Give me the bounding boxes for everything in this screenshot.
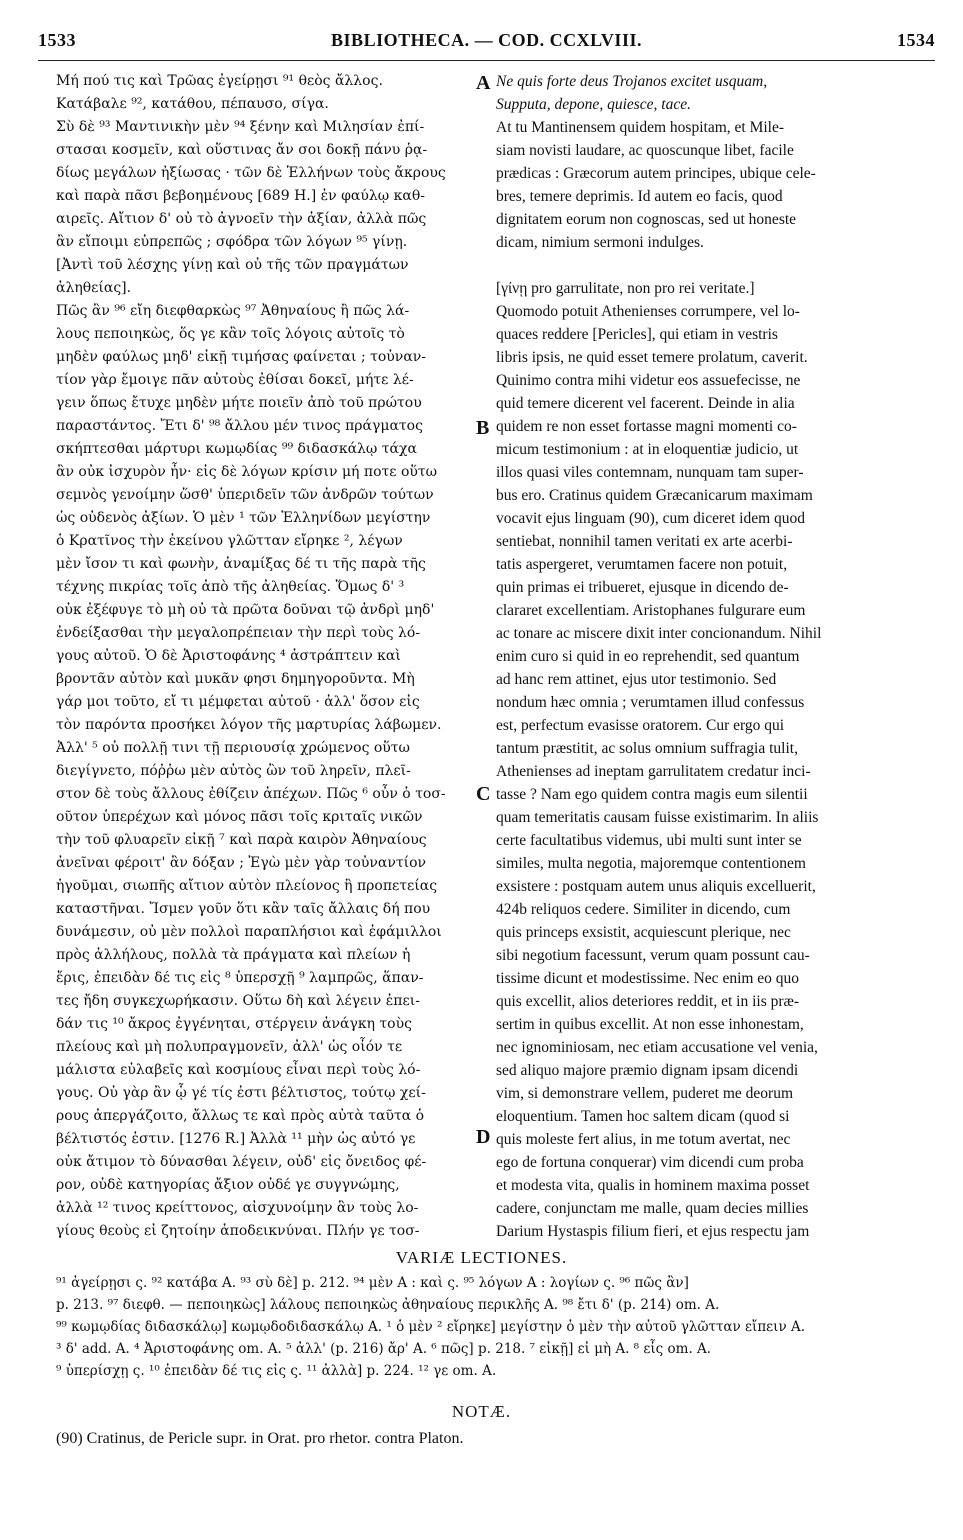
greek-line: τίον γὰρ ἔμοιγε πᾶν αὐτοὺς ἐθίσαι δοκεῖ, μήτε λέ- xyxy=(56,372,414,388)
latin-line: Ne quis forte deus Trojanos excitet usquam, xyxy=(496,73,768,90)
greek-line: ἡγοῦμαι, σιωπῆς αἴτιον αὐτὸν πλείονος ἢ προπετείας xyxy=(56,878,438,894)
greek-line: πρὸς ἀλλήλους, πολλὰ τὰ πράγματα καὶ πλείων ἡ xyxy=(56,947,411,963)
latin-line: tantum præstitit, ac solus omnium suffragia tulit, xyxy=(496,740,798,757)
variae-line: ⁹⁹ κωμῳδίας διδασκάλῳ] κωμῳδοδιδασκάλῳ A. ¹ ὁ μὲν ² εἴρηκε] μεγίστην ὁ μὲν τὴν αὐτοῦ γλῶτταν εἴπειν A. xyxy=(56,1319,806,1335)
greek-line: μὲν ἴσον τι καὶ φωνὴν, ἀναμίξας δέ τι τῆς παρὰ τῆς xyxy=(56,556,426,572)
latin-line: vim, si demonstrare vellem, puderet me deorum xyxy=(496,1085,793,1102)
latin-line: At tu Mantinensem quidem hospitam, et Mile- xyxy=(496,119,784,136)
greek-line: ὁ Κρατῖνος τὴν ἐκείνου γλῶτταν εἴρηκε ², λέγων xyxy=(56,533,403,549)
latin-line: quam temeritatis causam fuisse existimarim. In aliis xyxy=(496,809,819,826)
latin-line: dignitatem eorum non cognoscas, sed ut honeste xyxy=(496,211,797,228)
latin-line: dicam, nimium sermoni indulges. xyxy=(496,234,704,251)
section-marker-c: C xyxy=(476,783,491,805)
latin-line: quis moleste fert alius, in me totum avertat, nec xyxy=(496,1131,791,1148)
greek-line: Μή πού τις καὶ Τρῶας ἐγείρῃσι ⁹¹ θεὸς ἄλλος. xyxy=(56,73,383,89)
latin-line: et modesta vita, qualis in hominem maxima posset xyxy=(496,1177,810,1194)
latin-line: tasse ? Nam ego quidem contra magis eum silentii xyxy=(496,786,808,803)
latin-line: prædicas : Græcorum autem principes, ubique cele- xyxy=(496,165,816,182)
latin-text-column xyxy=(496,70,930,1243)
latin-line: sibi negotium facessunt, verum quam possunt cau- xyxy=(496,947,810,964)
greek-line: Σὺ δὲ ⁹³ Μαντινικὴν μὲν ⁹⁴ ξένην καὶ Μιλησίαν ἐπί- xyxy=(56,119,425,135)
greek-line: τες ἤδη συγκεχωρήκασιν. Οὕτω δὴ καὶ λέγειν ἐπει- xyxy=(56,993,420,1009)
latin-line: cadere, conjunctam me malle, quam decies millies xyxy=(496,1200,809,1217)
latin-line: sed aliquo majore præmio dignam ipsam dicendi xyxy=(496,1062,799,1079)
variae-line: p. 213. ⁹⁷ διεφθ. — πεποιηκὼς] λάλους πεποιηκὼς ἀθηναίους περικλῆς A. ⁹⁸ ἔτι δ' (p. 214) om. A. xyxy=(56,1297,720,1313)
latin-line: quaces reddere [Pericles], qui etiam in vestris xyxy=(496,326,778,343)
latin-line: sertim in quibus excellit. At non esse inhonestam, xyxy=(496,1016,804,1033)
latin-line: eloquentium. Tamen hoc saltem dicam (quod si xyxy=(496,1108,790,1125)
greek-line: ἀλλὰ ¹² τινος κρείττονος, αἰσχυνοίμην ἂν τοὺς λο- xyxy=(56,1200,419,1216)
greek-line: πλείους καὶ μὴ πολυπραγμονεῖν, ἀλλ' ὡς οἷόν τε xyxy=(56,1039,403,1055)
page-number-left: 1533 xyxy=(38,30,76,50)
variae-line: ⁹ ὑπερίσχῃ ς. ¹⁰ ἐπειδὰν δέ τις εἰς ς. ¹¹ ἀλλὰ] p. 224. ¹² γε om. A. xyxy=(56,1363,497,1379)
greek-line: οὐκ ἐξέφυγε τὸ μὴ οὐ τὰ πρῶτα δοῦναι τῷ ἀνδρὶ μηδ' xyxy=(56,602,435,618)
greek-line: βέλτιστός ἐστιν. [1276 R.] Ἀλλὰ ¹¹ μὴν ὡς αὐτό γε xyxy=(56,1131,416,1147)
latin-line: Athenienses ad ineptam garrulitatem credatur inci- xyxy=(496,763,811,780)
section-marker-a: A xyxy=(476,72,491,94)
latin-line: Darium Hystaspis filium fieri, et ejus respectu jam xyxy=(496,1223,810,1240)
page-number-right: 1534 xyxy=(897,30,935,50)
greek-line: ὡς οὐδενὸς ἀξίων. Ὁ μὲν ¹ τῶν Ἑλληνίδων μεγίστην xyxy=(56,510,431,526)
greek-line: γους. Οὐ γὰρ ἂν ᾧ γέ τίς ἐστι βέλτιστος, τούτῳ χεί- xyxy=(56,1085,426,1101)
latin-line: 424b reliquos cedere. Similiter in dicendo, cum xyxy=(496,901,791,918)
latin-line: libris ipsis, ne quid esset temere prolatum, caverit. xyxy=(496,349,808,366)
greek-line: καὶ παρὰ πᾶσι βεβοημένους [689 H.] ἐν φαύλῳ καθ- xyxy=(56,188,425,204)
latin-line: ego de fortuna conquerar) vim dicendi cum proba xyxy=(496,1154,804,1171)
greek-line: ἀνεῖναι φέροιτ' ἂν δόξαν ; Ἐγὼ μὲν γὰρ τοὐναντίον xyxy=(56,855,427,871)
greek-line: στασαι κοσμεῖν, καὶ οὕστινας ἄν σοι δοκῇ πάνυ ῥᾳ- xyxy=(56,142,428,158)
latin-line: nec ignominiosam, nec etiam accusatione vel venia, xyxy=(496,1039,818,1056)
latin-line: vocavit ejus linguam (90), cum diceret idem quod xyxy=(496,510,806,527)
latin-line: ac tonare ac miscere dixit inter concionandum. Nihil xyxy=(496,625,822,642)
section-marker-b: B xyxy=(476,417,490,439)
latin-line: nondum hæc omnia ; verumtamen illud confessus xyxy=(496,694,805,711)
latin-line: tissime dicunt et modestissime. Nec enim eo quo xyxy=(496,970,800,987)
latin-line: quis excellit, alios deteriores reddit, et in iis præ- xyxy=(496,993,800,1010)
greek-line: Ἀλλ' ⁵ οὐ πολλῇ τινι τῇ περιουσίᾳ χρώμενος οὕτω xyxy=(56,740,410,756)
greek-line: διεγίγνετο, πόῤῥω μὲν αὐτὸς ὢν τοῦ ληρεῖν, πλεῖ- xyxy=(56,763,411,779)
latin-line: micum testimonium : at in eloquentiæ judicio, ut xyxy=(496,441,799,458)
latin-line: certe facultatibus videmus, ubi multi sunt inter se xyxy=(496,832,802,849)
latin-line: Quomodo potuit Athenienses corrumpere, vel lo- xyxy=(496,303,800,320)
greek-line: δάν τις ¹⁰ ἄκρος ἐγγένηται, στέργειν ἀνάγκη τοὺς xyxy=(56,1016,412,1032)
greek-line: μάλιστα εὐλαβεῖς καὶ κοσμίους εἶναι περὶ τοὺς λό- xyxy=(56,1062,421,1078)
latin-line: Quinimo contra mihi videtur eos assuefecisse, ne xyxy=(496,372,801,389)
latin-line: clararet excellentiam. Aristophanes fulgurare eum xyxy=(496,602,806,619)
greek-line: σεμνὸς γενοίμην ὥσθ' ὑπεριδεῖν τῶν ἀνδρῶν τούτων xyxy=(56,487,434,503)
latin-line: bres, temere deprimis. Id autem eo facis, quod xyxy=(496,188,783,205)
greek-line: λους πεποιηκὼς, ὅς γε κἂν τοῖς λόγοις αὐτοῖς τὸ xyxy=(56,326,405,342)
greek-line: γάρ μοι τοῦτο, εἴ τι μέμφεται αὐτοῦ · ἀλλ' ὅσον εἰς xyxy=(56,694,420,710)
section-marker-d: D xyxy=(476,1126,491,1148)
latin-line: quid temere dicerent vel facerent. Deinde in alia xyxy=(496,395,795,412)
greek-line: γίους θεοὺς εἰ ζητοίην ἀποδεικνύναι. Πλήν γε τοσ- xyxy=(56,1223,420,1239)
variae-line: ³ δ' add. A. ⁴ Ἀριστοφάνης om. A. ⁵ ἀλλ' (p. 216) ἄρ' A. ⁶ πῶς] p. 218. ⁷ εἰκῇ] εἰ μὴ A. ⁸ εἷς om. A. xyxy=(56,1341,712,1357)
greek-line: ἂν οὐκ ἰσχυρὸν ἦν· εἰς δὲ λόγων κρίσιν μή ποτε οὕτω xyxy=(56,464,438,480)
nota-90: (90) Cratinus, de Pericle supr. in Orat. pro rhetor. contra Platon. xyxy=(56,1430,464,1447)
latin-line: siam novisti laudare, ac quoscunque libet, facile xyxy=(496,142,794,159)
running-title: BIBLIOTHECA. — COD. CCXLVIII. xyxy=(331,30,642,50)
greek-line: δίως μεγάλων ἠξίωσας · τῶν δὲ Ἑλλήνων τοὺς ἄκρους xyxy=(56,165,446,181)
latin-line: quin primas ei tribueret, ejusque in dicendo de- xyxy=(496,579,789,596)
latin-line: quis princeps exsistit, acquiescunt plerique, nec xyxy=(496,924,791,941)
greek-line: καταστῆναι. Ἴσμεν γοῦν ὅτι κἂν ταῖς ἄλλαις δή που xyxy=(56,901,431,917)
notae-title: NOTÆ. xyxy=(451,1402,512,1421)
greek-line: δυνάμεσιν, οὐ μὲν πολλοὶ παραπλήσιοι καὶ ἐφάμιλλοι xyxy=(56,924,442,940)
greek-line: σκήπτεσθαι μάρτυρι κωμῳδίας ⁹⁹ διδασκάλῳ τάχα xyxy=(56,441,417,457)
latin-line: Supputa, depone, quiesce, tace. xyxy=(496,96,691,113)
latin-line: bus ero. Cratinus quidem Græcanicarum maximam xyxy=(496,487,813,504)
running-header xyxy=(38,30,935,56)
greek-line: στον δὲ τοὺς ἄλλους ἐθίζειν ἀπέχων. Πῶς ⁶ οὖν ὁ τοσ- xyxy=(56,786,446,802)
greek-line: ἔρις, ἐπειδὰν δέ τις εἰς ⁸ ὑπερσχῇ ⁹ λαμπρῶς, ἅπαν- xyxy=(56,970,424,986)
greek-line: παραστάντος. Ἔτι δ' ⁹⁸ ἄλλου μέν τινος πράγματος xyxy=(56,418,423,434)
greek-line: ρους ἀπεργάζοιτο, ἄλλως τε καὶ πρὸς αὐτὰ ταῦτα ὁ xyxy=(56,1108,425,1124)
latin-line: [γίνῃ pro garrulitate, non pro rei veritate.] xyxy=(496,280,755,297)
greek-line: ρον, οὐδὲ κατηγορίας ἄξιον οὐδέ γε συγγνώμης, xyxy=(56,1177,400,1193)
latin-line: illos quasi viles contemnam, nunquam tam super- xyxy=(496,464,804,481)
greek-line: Κατάβαλε ⁹², κατάθου, πέπαυσο, σίγα. xyxy=(56,96,329,112)
latin-line: quidem re non esset fortasse magni momenti co- xyxy=(496,418,797,435)
header-rule xyxy=(38,60,935,61)
greek-line: οὐκ ἄτιμον τὸ δύνασθαι λέγειν, οὐδ' εἰς ὄνειδος φέ- xyxy=(56,1154,427,1170)
greek-line: οῦτον ὑπερέχων καὶ μόνος πᾶσι τοῖς κριταῖς νικῶν xyxy=(56,809,423,825)
greek-line: αιρεῖς. Αἴτιον δ' οὐ τὸ ἀγνοεῖν τὴν ἀξίαν, ἀλλὰ πῶς xyxy=(56,211,427,227)
greek-line: βροντᾶν αὐτὸν καὶ μυκᾶν φησι δημηγοροῦντα. Μὴ xyxy=(56,671,415,687)
latin-line: sentiebat, nonnihil tamen veritati ex arte acerbi- xyxy=(496,533,793,550)
variae-line: ⁹¹ ἀγείρῃσι ς. ⁹² κατάβα A. ⁹³ σὺ δὲ] p. 212. ⁹⁴ μὲν A : καὶ ς. ⁹⁵ λόγων A : λογίων ς. ⁹⁶ πῶς ἂν] xyxy=(56,1275,689,1291)
greek-line: ἀληθείας]. xyxy=(56,280,132,296)
greek-line: τέχνης πικρίας τοῖς ἀπὸ τῆς ἀληθείας. Ὅμως δ' ³ xyxy=(56,579,405,595)
latin-line: enim curo si quid in eo reprehendit, sed quantum xyxy=(496,648,800,665)
latin-line xyxy=(496,254,930,277)
latin-line: similes, multa negotia, majoremque contentionem xyxy=(496,855,806,872)
greek-line: γους αὐτοῦ. Ὁ δὲ Ἀριστοφάνης ⁴ ἀστράπτειν καὶ xyxy=(56,648,401,664)
greek-line: τὸν παρόντα προσήκει λόγον τῆς μαρτυρίας λάβωμεν. xyxy=(56,717,442,733)
variae-lectiones-title: VARIÆ LECTIONES. xyxy=(395,1248,568,1267)
latin-line: exsistere : postquam autem unus aliquis excelluerit, xyxy=(496,878,816,895)
latin-line: ad hanc rem attinet, ejus utor testimonio. Sed xyxy=(496,671,777,688)
greek-line: ἂν εἴποιμι εὐπρεπῶς ; σφόδρα τῶν λόγων ⁹⁵ γίνῃ. xyxy=(56,234,408,250)
greek-line: μηδὲν φαύλως μηδ' εἰκῇ τιμήσας φαίνεται ; τοὐναν- xyxy=(56,349,427,365)
latin-line: tatis aspergeret, verumtamen facere non potuit, xyxy=(496,556,788,573)
greek-line: [Ἀντὶ τοῦ λέσχης γίνῃ καὶ οὐ τῆς τῶν πραγμάτων xyxy=(56,257,409,273)
greek-line: ἐνδείξασθαι τὴν μεγαλοπρέπειαν τὴν περὶ τοὺς λό- xyxy=(56,625,421,641)
greek-line: γειν ὅπως ἔτυχε μηδὲν μήτε ποιεῖν ἀπὸ τοῦ πρώτου xyxy=(56,395,422,411)
greek-line: Πῶς ἂν ⁹⁶ εἴη διεφθαρκὼς ⁹⁷ Ἀθηναίους ἢ πῶς λά- xyxy=(56,303,410,319)
greek-line: τὴν τοῦ φλυαρεῖν εἰκῇ ⁷ καὶ παρὰ καιρὸν Ἀθηναίους xyxy=(56,832,427,848)
latin-line: est, perfectum evasisse oratorem. Cur ergo qui xyxy=(496,717,785,734)
variae-lectiones-notes xyxy=(56,1272,936,1382)
greek-text-column xyxy=(56,70,471,1243)
